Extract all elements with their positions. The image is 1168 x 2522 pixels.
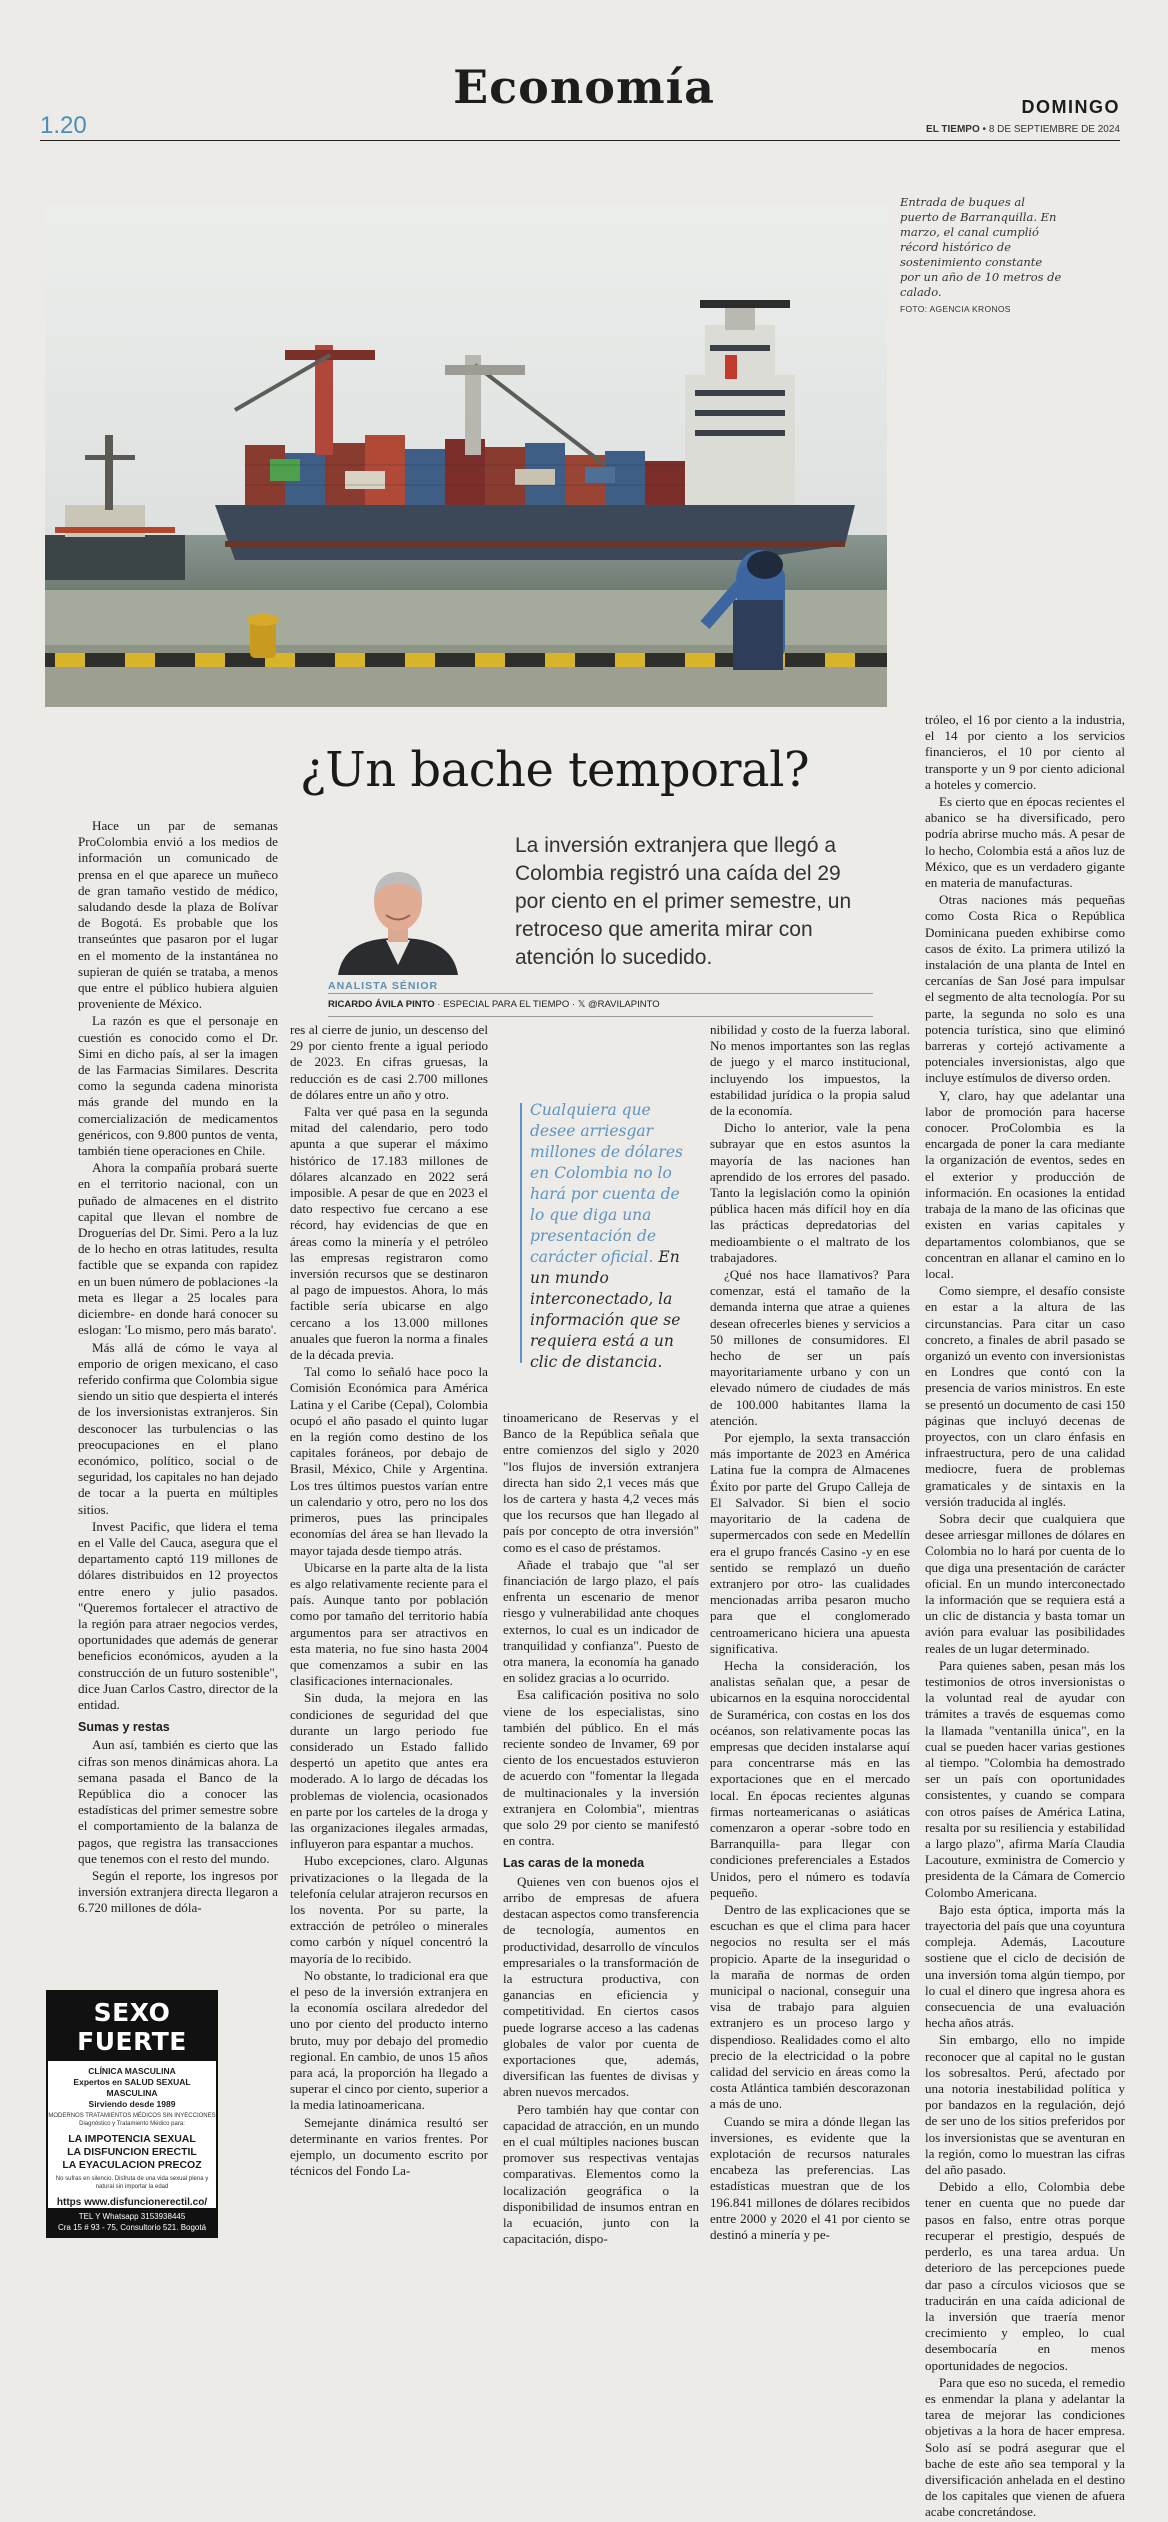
paragraph: Dentro de las explicaciones que se escuchan es que el clima para hacer negocios no resulta ser el más propicio. Aparte de la inseguridad o la maraña de normas de orden municipal o nacional, conseguir una visa de trabajo para alguien extranjero es un proceso largo y dispendioso. Realidades como el alto precio de la electricidad o la pobre calidad del servicio en áreas como la costa Atlántica también descorazonan a más de uno.	[710, 1901, 910, 2112]
paragraph: Hace un par de semanas ProColombia envió a los medios de información un comunicado de prensa en el que aparece un muñeco de gran tamaño vestido de médico, saludando desde la plaza de Bolívar de Bogotá. Es probable que los transeúntes que pasaron por el lugar en el momento de la instantánea no supieran de quién se trataba, a menos que entre el público hubiera alguien proveniente de México.	[78, 818, 278, 1012]
paragraph: Semejante dinámica resultó ser determinante en varios frentes. Por ejemplo, un documento escrito por técnicos del Fondo La-	[290, 2114, 488, 2179]
body-column-2	[290, 1022, 488, 2180]
ad-clinic: CLÍNICA MASCULINA	[88, 2066, 176, 2076]
subhead: Sumas y restas	[78, 1720, 170, 1735]
paragraph: Sin embargo, ello no impide reconocer que al capital no le gustan los sobresaltos. Perú, afectado por una notoria inestabilidad política y por bandazos en la regulación, dejó de ser uno de los sitios preferidos por los inversionistas que se aventuran en la región, como lo muestran las cifras del año pasado.	[925, 2032, 1125, 2178]
paragraph: Según el reporte, los ingresos por inversión extranjera directa llegaron a 6.720 millones de dóla-	[78, 1868, 278, 1916]
paragraph: Ubicarse en la parte alta de la lista es algo relativamente reciente para el país. Aunque tanto por población como por tamaño del territorio había argumentos para ser atractivos en esta materia, no fue sino hasta 2004 que comenzamos a subir en las clasificaciones internacionales.	[290, 1559, 488, 1689]
ad-footer	[48, 2208, 216, 2236]
header-rule	[40, 140, 1120, 141]
ad-line2: LA DISFUNCION ERECTIL	[67, 2146, 197, 2158]
pull-quote-rest: En un mundo interconectado, la información que se requiera está a un clic de distancia.	[530, 1248, 681, 1371]
paragraph: Para que eso no suceda, el remedio es enmendar la plana y adelantar la tarea de mejorar las condiciones objetivas a la hora de hacer empresa. Solo así se podrá asegurar que el bache de este año sea temporal y la diversificación anhelada en el destino de los capitales que vienen de afuera acabe concretándose.	[925, 2374, 1125, 2520]
paragraph: Es cierto que en épocas recientes el abanico se ha diversificado, pero podría abrirse mucho más. A pesar de lo hecho, Colombia está a años luz de México, que es un verdadero gigante en materia de manufacturas.	[925, 794, 1125, 891]
paragraph: ¿Qué nos hace llamativos? Para comenzar, está el tamaño de la demanda interna que atrae a quienes desean ofrecerles bienes y servicios a 50 millones de consumidores. El hecho de ser un país mayoritariamente urbano y con un elevado número de ciudades de más de 100.000 habitantes llama la atención.	[710, 1267, 910, 1428]
ad-url[interactable]: https www.disfuncionerectil.co/	[56, 2197, 208, 2208]
ad-line3: LA EYACULACION PRECOZ	[62, 2159, 202, 2171]
body-column-3	[503, 1410, 699, 2248]
paragraph: Hecha la consideración, los analistas señalan que, a pesar de ubicarnos en la esquina noroccidental de Suramérica, con costas en los dos océanos, son relativamente pocas las empresas que deciden instalarse aquí para concentrarse más en las exportaciones que en el mercado local. En épocas recientes algunas firmas norteamericanas o asiáticas comenzaron a operar -sobre todo en Barranquilla- para llegar con condiciones preferenciales a Estados Unidos, pero el número es todavía pequeño.	[710, 1657, 910, 1900]
subhead: Las caras de la moneda	[503, 1856, 645, 1871]
dek: La inversión extranjera que llegó a Colombia registró una caída del 29 por ciento en el primer semestre, un retroceso que amerita mirar con atención lo sucedido.	[515, 834, 852, 969]
byline-rule-top	[328, 993, 873, 994]
main-photo	[45, 205, 887, 707]
paragraph: res al cierre de junio, un descenso del 29 por ciento frente a igual periodo de 2023. En cifras gruesas, la reducción es de casi 2.700 millones de dólares entre un año y otro.	[290, 1022, 488, 1102]
paragraph: tróleo, el 16 por ciento a la industria, el 14 por ciento a los servicios financieros, el 10 por ciento al transporte y un 9 por ciento adicional a hoteles y comercio.	[925, 712, 1125, 792]
page-number: 1.20	[40, 112, 87, 139]
issue-date: • 8 DE SEPTIEMBRE DE 2024	[982, 124, 1120, 135]
pull-quote-lead: Cualquiera que desee arriesgar millones de dólares en Colombia no lo hará por cuenta de lo que diga una presentación de carácter oficial.	[530, 1101, 683, 1266]
author-portrait	[328, 860, 468, 975]
paragraph: Por ejemplo, la sexta transacción más importante de 2023 en América Latina fue la compra de Almacenes Éxito por parte del Grupo Calleja de El Salvador. Si bien el socio mayoritario de la cadena de supermercados con sede en Medellín era el grupo francés Casino -y en ese sentido se remplazó un dueño extranjero por otro- las cualidades mencionadas arriba pesaron mucho para que el conglomerado centroamericano hiciera una apuesta significativa.	[710, 1430, 910, 1656]
advertisement	[46, 1990, 218, 2238]
ad-title: SEXO FUERTE	[48, 1992, 216, 2061]
paragraph: No obstante, lo tradicional era que el peso de la inversión extranjera en la economía oscilara alrededor del uno por ciento del producto interno bruto, muy por debajo del promedio regional. En cambio, de unos 15 años para acá, la proporción ha llegado a superar el cinco por ciento, superior a la media latinoamericana.	[290, 1967, 488, 2113]
paragraph: Sin duda, la mejora en las condiciones de seguridad del que durante un largo periodo fue considerado un Estado fallido despertó un apetito que antes era moderado. A lo largo de décadas los problemas de violencia, ocasionados en parte por los carteles de la droga y las organizaciones ilegales armadas, influyeron para espantar a muchos.	[290, 1690, 488, 1852]
paragraph: Pero también hay que contar con capacidad de atracción, en un mundo en el cual múltiples naciones buscan promover sus respectivas ventajas comparativas. Elementos como la localización geográfica o la disponibilidad de insumos entran en la ecuación, junto con la capacitación, dispo-	[503, 2101, 699, 2247]
pull-quote	[530, 1100, 695, 1373]
body-column-1	[78, 818, 278, 1918]
author-role: ANALISTA SÉNIOR	[328, 980, 439, 992]
paragraph: Aun así, también es cierto que las cifras son menos dinámicas ahora. La semana pasada el Banco de la República dio a conocer las estadísticas del primer semestre sobre el comportamiento de la balanza de pagos, que registra las transacciones que tenemos con el resto del mundo.	[78, 1737, 278, 1866]
headline: ¿Un bache temporal?	[300, 742, 810, 798]
body-column-4	[710, 1022, 910, 2244]
ad-experts: Expertos en SALUD SEXUAL MASCULINA	[73, 2077, 191, 2098]
author-photo	[328, 860, 468, 975]
paragraph: Quienes ven con buenos ojos el arribo de empresas de afuera destacan aspectos como transferencia de tecnología, aumentos en productividad, desarrollo de vínculos empresariales o la transformación de la estructura productiva, con ganancias en eficiencia y competitividad. En ciertos casos puede lograrse acceso a las cadenas globales de valor por cuenta de exportaciones que, además, diversifican las fuentes de divisas y abren nuevos mercados.	[503, 1873, 699, 2100]
paragraph: Invest Pacific, que lidera el tema en el Valle del Cauca, asegura que el departamento captó 119 millones de dólares distribuidos en 12 proyectos entre enero y julio pasados. "Queremos fortalecer el atractivo de la región para atraer negocios verdes, oportunidades que además de generar beneficios económicos, ayuden a la construcción de un futuro sostenible", dice Juan Carlos Castro, director de la entidad.	[78, 1518, 278, 1712]
author-note: · ESPECIAL PARA EL TIEMPO ·	[437, 999, 576, 1010]
paper-name: EL TIEMPO	[926, 124, 980, 135]
paragraph: Para quienes saben, pesan más los testimonios de otros inversionistas o la voluntad real de ayudar con trámites a través de esquemas como la llamada "ventanilla única", en la cual se pueden hacer varias gestiones al tiempo. "Colombia ha demostrado ser un país con oportunidades consistentes, y cuando se compara con otros países de América Latina, resalta por su resiliencia y estabilidad a largo plazo", afirma María Claudia Lacouture, exministra de Comercio y presidenta de la Cámara de Comercio Colombo Americana.	[925, 1657, 1125, 1900]
ad-since: Sirviendo desde 1989	[88, 2099, 176, 2109]
paragraph: nibilidad y costo de la fuerza laboral. No menos importantes son las reglas de juego y el marco institucional, incluyendo los impuestos, la estabilidad jurídica o la propia salud de la economía.	[710, 1022, 910, 1119]
ad-line1: LA IMPOTENCIA SEXUAL	[68, 2133, 196, 2145]
pull-quote-bar	[520, 1103, 522, 1363]
ad-phone: TEL Y Whatsapp 3153938445	[78, 2212, 186, 2221]
paragraph: Y, claro, hay que adelantar una labor de promoción para hacerse conocer. ProColombia es la encargada de poner la cara mediante la organización de eventos, sedes en el exterior y producción de información. En ocasiones la entidad trabaja de la mano de las oficinas que existen en varias capitales y departamentos colombianos, que se concentran en allanar el camino en lo local.	[925, 1087, 1125, 1281]
x-icon: 𝕏	[577, 999, 586, 1010]
paragraph: Cuando se mira a dónde llegan las inversiones, es evidente que la explotación de recursos naturales encabeza las preferencias. Las estadísticas muestran que de los 196.841 millones de dólares recibidos entre 2000 y 2020 el 41 por ciento se destinó a minería y pe-	[710, 2113, 910, 2243]
author-name: RICARDO ÁVILA PINTO	[328, 999, 435, 1010]
ad-fine: No sufras en silencio. Disfruta de una vida sexual plena y natural sin importar la edad	[55, 2176, 209, 2190]
port-ship-illustration	[45, 205, 887, 707]
photo-credit: FOTO: AGENCIA KRONOS	[900, 304, 1011, 314]
paragraph: Más allá de cómo le vaya al emporio de origen mexicano, el caso referido confirma que Colombia sigue siendo un sitio que despierta el interés de los inversionistas extranjeros. Sin desconocer las turbulencias o las preocupaciones en el plano económico, político, social o de seguridad, los capitales no han dejado de tocar a la puerta en múltiples sitios.	[78, 1339, 278, 1517]
dateline	[926, 124, 1120, 135]
paragraph: Debido a ello, Colombia debe tener en cuenta que no puede dar pasos en falso, entre otras porque recuperar el prestigio, después de perderlo, es una tarea ardua. Un deterioro de las percepciones puede dar paso a círculos viciosos que se traducirán en una caída adicional de la inversión que traería menor crecimiento y empleo, lo cual desembocaría en menos oportunidades de negocios.	[925, 2179, 1125, 2373]
paragraph: Como siempre, el desafío consiste en estar a la altura de las circunstancias. Para citar un caso concreto, a finales de abril pasado se organizó un evento con inversionistas en Londres que contó con la presencia de varios ministros. En este se presentó un documento de casi 150 páginas que incluyó decenas de proyectos, con un claro énfasis en infraestructura, pero de una calidad mediocre, fuera de problemas gramaticales y de sintaxis en la versión traducida al inglés.	[925, 1283, 1125, 1509]
paragraph: Otras naciones más pequeñas como Costa Rica o República Dominicana pueden exhibirse como casos de éxito. La primera utilizó la instalación de una planta de Intel en cercanías de San José para impulsar el segmento de alta tecnología. Por su parte, la segunda no solo es una potencia turística, sino que eliminó barreras y cortejó activamente a potenciales inversionistas, algo que incluye estímulos de diverso orden.	[925, 892, 1125, 1086]
paragraph: Tal como lo señaló hace poco la Comisión Económica para América Latina y el Caribe (Cepal), Colombia ocupó el año pasado el quinto lugar en la región como destino de los capitales foráneos, por debajo de Brasil, México, Chile y Argentina. Los tres últimos puestos varían entre un calendario y otro, pero no los dos primeros, pues las principales economías del área se han llevado la mayor tajada desde tiempo atrás.	[290, 1364, 488, 1558]
ad-modern: MODERNOS TRATAMIENTOS MÉDICOS SIN INYECCIONES	[48, 2113, 216, 2119]
paragraph: Sobra decir que cualquiera que desee arriesgar millones de dólares en Colombia no lo hará por cuenta de lo que diga una presentación de carácter oficial. En un mundo interconectado la información que se requiera está a un clic de distancia y basta tomar un avión para evaluar las posibilidades reales de un lugar determinado.	[925, 1510, 1125, 1656]
body-column-5	[925, 712, 1125, 2522]
ad-address: Cra 15 # 93 - 75, Consultorio 521. Bogotá	[57, 2223, 207, 2232]
paragraph: Falta ver qué pasa en la segunda mitad del calendario, pero todo apunta a que superar el máximo histórico de 17.183 millones de dólares alcanzado en 2022 será imposible. A pesar de que en 2023 el dato respectivo fue cercano a ese récord, hay evidencias de que en áreas como la minería y el petróleo las empresas registraron como inversión recursos que se destinaron al pago de impuestos. Ahora, lo más factible sería ubicarse en algo cercano a los 13.000 millones anuales que fueron la norma a finales de la década previa.	[290, 1104, 488, 1363]
byline-rule-bottom	[328, 1016, 873, 1017]
paragraph: Dicho lo anterior, vale la pena subrayar que en estos asuntos la mayoría de las naciones han aprendido de los errores del pasado. Tanto la legislación como la opinión pública hacen más difícil hoy en día las prácticas depredatorias del medioambiente o el maltrato de los trabajadores.	[710, 1120, 910, 1265]
paragraph: La razón es que el personaje en cuestión es conocido como el Dr. Simi en dicho país, al ser la imagen de las Farmacias Similares. Descrita como la segunda cadena minorista más grande del mundo en la comercialización de medicamentos genéricos, con 9.800 puntos de venta, también tiene operaciones en Chile.	[78, 1013, 278, 1159]
day-label: DOMINGO	[1021, 97, 1120, 117]
paragraph: Ahora la compañía probará suerte en el territorio nacional, con un puñado de almacenes en el distrito capital que llevan el nombre de Droguerías del Dr. Simi. Pero a la luz de lo hecho en otras latitudes, resulta factible que se expanda con rapidez en un buen número de poblaciones -la meta es llegar a 25 locales para diciembre- en donde hará conocer su eslogan: 'Lo mismo, pero más barato'.	[78, 1160, 278, 1338]
author-handle: @RAVILAPINTO	[588, 999, 660, 1010]
paragraph: tinoamericano de Reservas y el Banco de la República señala que entre comienzos del siglo y 2020 "los flujos de inversión extranjera directa han sido 2,1 veces más que los de cartera y hasta 4,2 veces más que los recursos que han llegado al país por concepto de otra inversión" como es el caso de préstamos.	[503, 1410, 699, 1555]
paragraph: Esa calificación positiva no solo viene de los especialistas, sino también del público. En el más reciente sondeo de Invamer, 69 por ciento de los encuestados estuvieron de acuerdo con "fomentar la llegada de multinacionales y la inversión extranjera en Colombia", mientras que solo 29 por ciento se manifestó en contra.	[503, 1687, 699, 1849]
section-title: Economía	[453, 60, 715, 114]
paragraph: Hubo excepciones, claro. Algunas privatizaciones o la llegada de la telefonía celular atrajeron recursos en los noventa. Por su parte, la extracción de petróleo o minerales como carbón y níquel concentró la mayoría de lo recibido.	[290, 1853, 488, 1966]
paragraph: Bajo esta óptica, importa más la trayectoria del país que una coyuntura compleja. Además, Lacouture sostiene que el ciclo de decisión de una inversión toma algún tiempo, por lo cual el dinero que ingresa ahora es consecuencia de una evaluación hecha años atrás.	[925, 1901, 1125, 2031]
paragraph: Añade el trabajo que "al ser financiación de largo plazo, el país enfrenta un escenario de menor riesgo y vulnerabilidad ante choques externos, lo cual es un indicador de tranquilidad y confianza". Puesto de otra manera, la economía ha ganado en solidez gracias a lo ocurrido.	[503, 1556, 699, 1686]
caption-text: Entrada de buques al puerto de Barranquilla. En marzo, el canal cumplió récord histórico de sostenimiento constante por un año de 10 metros de calado.	[900, 195, 1062, 299]
byline	[328, 999, 660, 1010]
photo-caption	[900, 195, 1065, 317]
ad-diag: Diagnóstico y Tratamiento Médico para:	[79, 2121, 185, 2127]
